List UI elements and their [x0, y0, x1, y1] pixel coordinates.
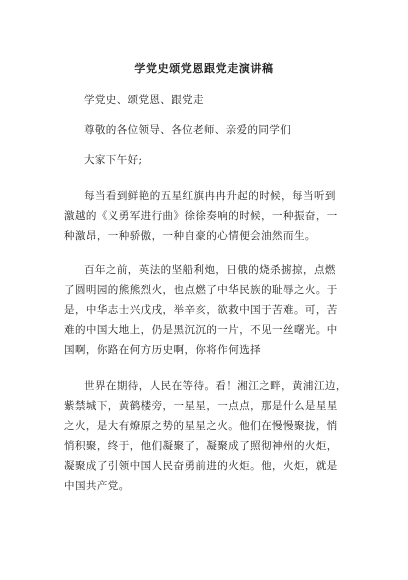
- salutation: 尊敬的各位领导、各位老师、亲爱的同学们: [84, 124, 292, 136]
- document-title: 学党史颂党恩跟党走演讲稿: [134, 62, 274, 75]
- paragraph-1-line-2: 激越的《义勇军进行曲》徐徐奏响的时候，一种振奋，一: [64, 210, 338, 222]
- greeting: 大家下午好;: [84, 154, 143, 166]
- paragraph-3-line-3: 之火，是大有燎原之势的星星之火。他们在慢慢聚拢，悄: [64, 420, 338, 432]
- paragraph-3-line-1: 世界在期待，人民在等待。看！湘江之畔，黄浦江边，: [84, 380, 347, 392]
- paragraph-3-line-4: 悄积聚，终于，他们凝聚了，凝聚成了照彻神州的火炬，: [64, 440, 338, 452]
- paragraph-2-line-3: 是，中华志士兴戊戌，举辛亥，欲救中国于苦难。可，苦: [64, 304, 338, 316]
- paragraph-2-line-1: 百年之前，英法的坚船利炮，日俄的烧杀掳掠，点燃: [84, 264, 336, 276]
- paragraph-1-line-3: 种激昂，一种骄傲，一种自豪的心情便会油然而生。: [64, 230, 316, 242]
- paragraph-3-line-6: 中国共产党。: [64, 480, 130, 492]
- paragraph-3-line-5: 凝聚成了引领中国人民奋勇前进的火炬。他，火炬，就是: [64, 460, 338, 472]
- paragraph-1-line-1: 每当看到鲜艳的五星红旗冉冉升起的时候，每当听到: [84, 190, 336, 202]
- paragraph-2-line-4: 难的中国大地上，仍是黑沉沉的一片，不见一丝曙光。中: [64, 324, 338, 336]
- document-subtitle: 学党史、颂党恩、跟党走: [84, 94, 204, 106]
- paragraph-2-line-5: 国啊，你路在何方历史啊，你将作何选择: [64, 344, 262, 356]
- paragraph-3-line-2: 紫禁城下，黄鹤楼旁，一星星，一点点，那是什么是星星: [64, 400, 338, 412]
- paragraph-2-line-2: 了圆明园的熊熊烈火，也点燃了中华民族的耻辱之火。于: [64, 284, 338, 296]
